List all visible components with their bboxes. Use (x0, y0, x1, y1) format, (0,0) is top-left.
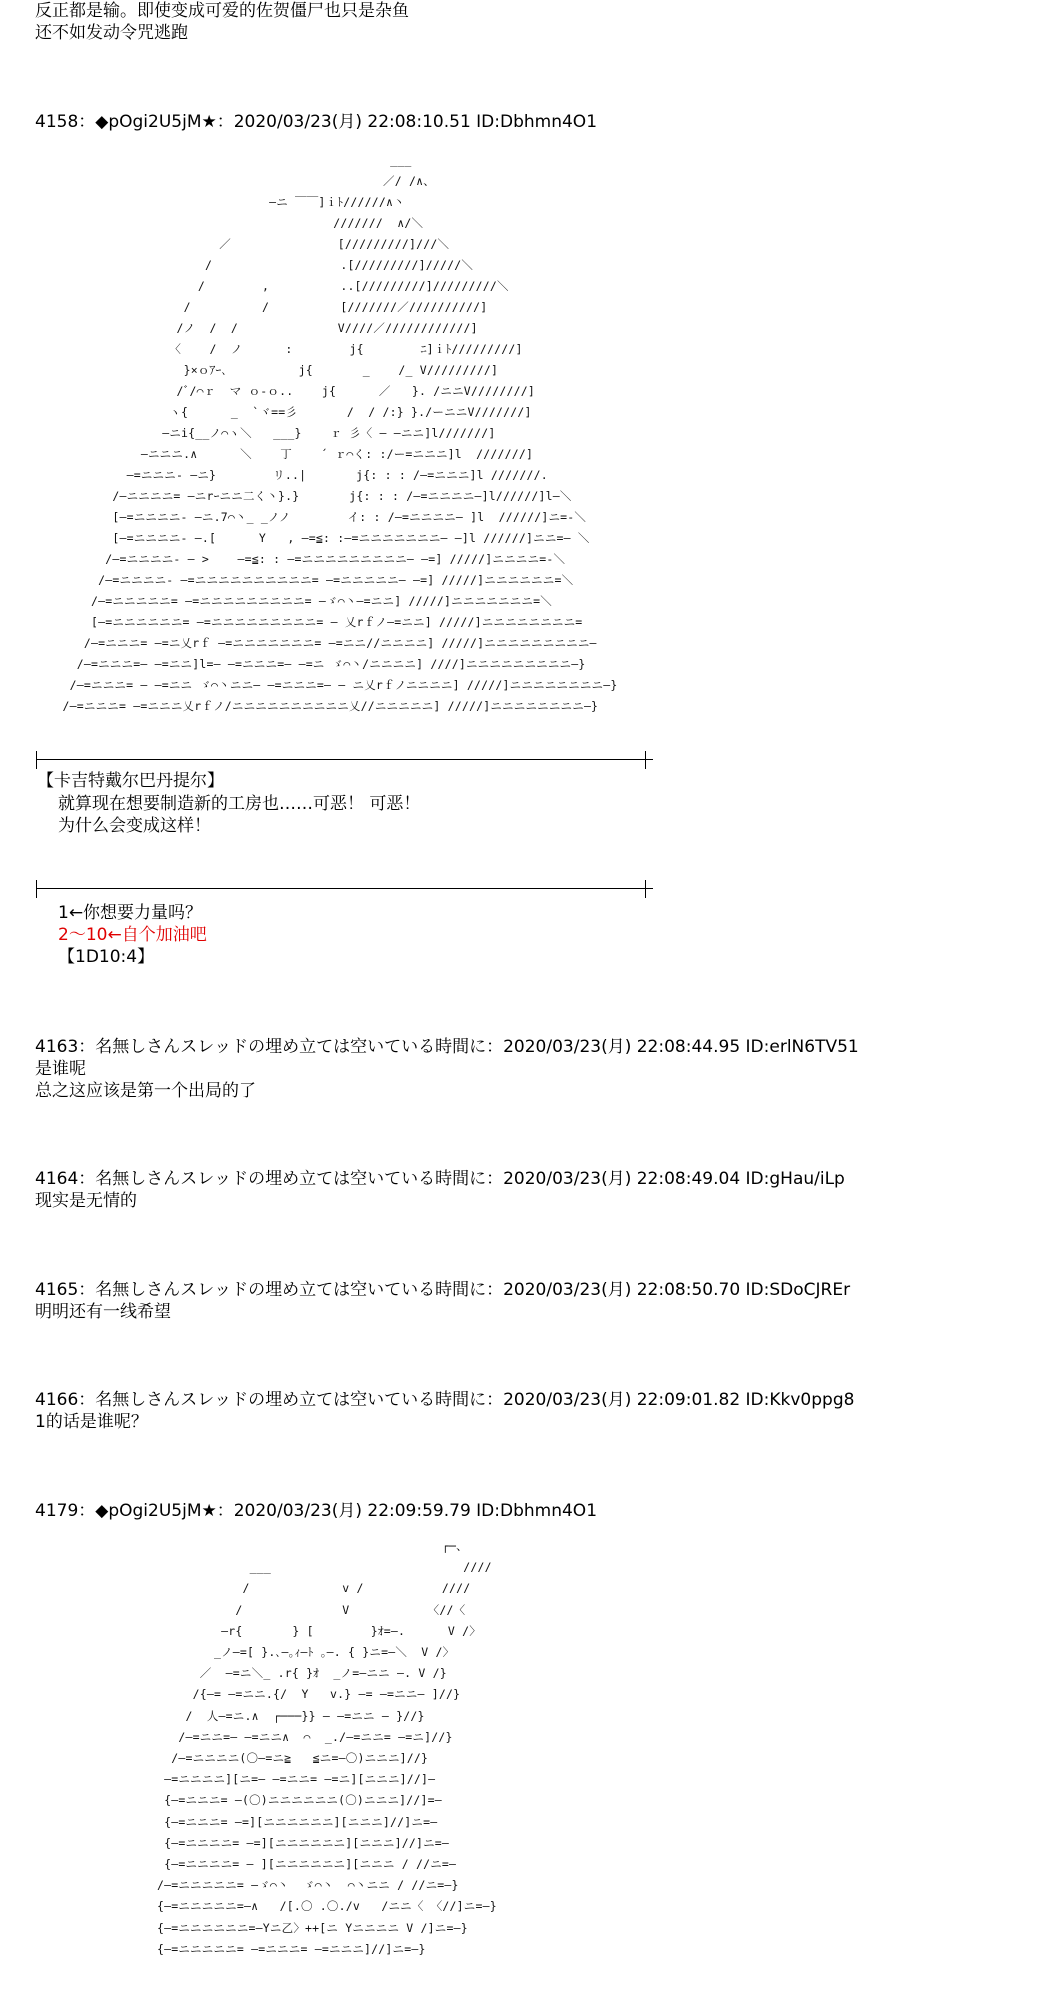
dialogue-line-2: 为什么会变成这样！ (58, 816, 211, 836)
post-header-4179: 4179：◆pOgi2U5jM★：2020/03/23(月) 22:09:59.79 ID:Dbhmn4O1 (35, 1501, 598, 1521)
post-body-4165-line-1: 明明还有一线希望 (35, 1302, 171, 1322)
ascii-art-4179: ┌─、 ___ //// / v / //// / V 〈//〈 ‒r{ } [ }ｵ=‒. V /〉 _ノ‒=[ }.､‒｡ｨ‒ﾄ ｡‒. { }ニ=‒＼ V /〉 ／ ‒=ニ＼_ .r{ }ｵ _ノ=‒ニニ ‒. V /} /{‒= ‒=ニニ.{/ Y v.} ‒= ‒=ニニ‒ ]//} / 人‒=ニ.∧ ┌───}} ‒ ‒=ニニ ‒ }//} /‒=ニニ=‒ ‒=ニニ∧ ⌒ _./‒=ニニ= ‒=ニ]//} /‒=ニニニニ(〇‒=ニ≧ ≦ニ=‒〇)ニニニ]//} ‒=ニニニニ][ニ=‒ ‒=ニニ= ‒=ニ][ニニニ]//]‒ {‒=ニニニ= ‒(〇)ニニニニニニ(〇)ニニニ]//]=‒ {‒=ニニニ= ‒=][ニニニニニニ][ニニニ]//]ニ=‒ {‒=ニニニニ= ‒=][ニニニニニニ][ニニニ]//]ニ=‒ {‒=ニニニニ= ‒ ][ニニニニニニ][ニニニ / //ニ=‒ /‒=ニニニニニ= ‒ゞ⌒丶 ゞ⌒丶 ⌒丶ニニ / //ニ=‒} {‒=ニニニニニ=‒∧ /[.〇 .〇./v /ニニ〈 〈//]ニ=‒} {‒=ニニニニニニ=‒Yニ乙〉++[ニ Yニニニニ V /]ニ=‒} {‒=ニニニニニ= ‒=ニニニ= ‒=ニニニ]//]ニ=‒} (156, 1539, 497, 1956)
ascii-art-4158: ___ ／/ /∧、 ‒ニ ￣￣]ｉﾄ//////∧丶 /////// ∧/＼ ／ [/////////]///＼ / .[/////////]/////＼ / , ..[/////////]/////////＼ / / [///////／//////////] /ノ / / V////／////////////] 〈 / ノ : j{ ﾆ]ｉﾄ/////////] }×ｏｱｰ､ j{ _ /_ V/////////] /ﾞ/⌒ｒ マ ｏ-ｏ.. j{ ／ }. /ニニV////////] ヽ{ _ `ヾ==彡 / / /:} }./ーニニV///////] ‒ニi{__ノ⌒ヽ＼ ___} ｒ 彡〈 ‒ ‒ニニ]l///////] ‒ニニニ.∧ ＼ 丁 ´ ｒ⌒く: :/ー=ニニニ]l ///////] ‒=ニニニ- ‒ニ} リ..| j{: : : /‒=ニニニ]l ///////. /‒ニニニニ= ‒ニrｰニニ二く丶}.} j{: : : /‒=ニニニニ‒]l//////]l‒＼ [‒=ニニニニ- ‒ニ.7⌒丶_ _ノノ イ: : /‒=ニニニニ‒ ]l //////]ニ=-＼ [‒=ニニニニ- ‒.[ Y , ‒=≦: :‒=ニニニニニニニ‒ ‒]l //////]ニニ=‒ ＼ /‒=ニニニニ- ‒ > ‒=≦: : ‒=ニニニニニニニニニ‒ ‒=] /////]ニニニニ=-＼ /‒=ニニニニ- ‒=ニニニニニニニニニニ= ‒=ニニニニニ‒ ‒=] /////]ニニニニニニ=＼ /‒=ニニニニニ= ‒=ニニニニニニニニニ= ‒ゞ⌒丶‒=ニニ] /////]ニニニニニニニ=＼ [‒=ニニニニニニ= ‒=ニニニニニニニニニ= ‒ 乂rｆノ‒=ニニ] /////]ニニニニニニニニ= /‒=ニニニ= ‒=ニ乂rｆ ‒=ニニニニニニニ= ‒=ニニ//ニニニニ] /////]ニニニニニニニニニ‒ /‒=ニニニ=‒ ‒=ニニ]l=‒ ‒=ニニニ=‒ ‒=ニ ゞ⌒丶/ニニニニ] ////]ニニニニニニニニニ‒} /‒=ニニニ= ‒ ‒=ニニ ゞ⌒丶ニニ‒ ‒=ニニニ=‒ ‒ ニ乂rｆノニニニニ] /////]ニニニニニニニニ‒} /‒=ニニニ= ‒=ニニニ乂rｆノ/ニニニニニニニニニニ乂//ニニニニニ] /////]ニニニニニニニニ‒} (62, 153, 618, 713)
dice-result: 【1D10:4】 (58, 947, 155, 967)
rule-left-cap (36, 751, 37, 769)
post-body-4166-line-1: 1的话是谁呢？ (35, 1412, 148, 1432)
post-header-4165: 4165：名無しさんスレッドの埋め立ては空いている時間に：2020/03/23(月) 22:08:50.70 ID:SDoCJREr (35, 1280, 851, 1300)
post-header-4164: 4164：名無しさんスレッドの埋め立ては空いている時間に：2020/03/23(月) 22:08:49.04 ID:gHau/iLp (35, 1169, 845, 1189)
post-body-4163-line-2: 总之这应该是第一个出局的了 (35, 1081, 256, 1101)
choice-1: 1←你想要力量吗？ (58, 903, 203, 923)
speaker-name: 【卡吉特戴尔巴丹提尔】 (37, 771, 224, 791)
rule-left-cap (36, 880, 37, 898)
post-body-4164-line-1: 现实是无情的 (35, 1191, 137, 1211)
intro-line-2: 还不如发动令咒逃跑 (35, 23, 188, 43)
intro-line-1: 反正都是输。即使变成可爱的佐贺僵尸也只是杂鱼 (35, 1, 409, 21)
dialogue-line-1: 就算现在想要制造新的工房也……可恶！ 可恶！ (58, 794, 421, 814)
choice-2: 2～10←自个加油吧 (58, 925, 207, 945)
divider-rule (36, 759, 653, 760)
post-header-4166: 4166：名無しさんスレッドの埋め立ては空いている時間に：2020/03/23(月) 22:09:01.82 ID:Kkv0ppg8 (35, 1390, 855, 1410)
rule-right-cap (645, 751, 646, 769)
post-header-4158: 4158：◆pOgi2U5jM★：2020/03/23(月) 22:08:10.51 ID:Dbhmn4O1 (35, 112, 598, 132)
divider-rule (36, 888, 653, 889)
post-body-4163-line-1: 是谁呢 (35, 1059, 86, 1079)
post-header-4163: 4163：名無しさんスレッドの埋め立ては空いている時間に：2020/03/23(月) 22:08:44.95 ID:erlN6TV51 (35, 1037, 859, 1057)
rule-right-cap (645, 880, 646, 898)
